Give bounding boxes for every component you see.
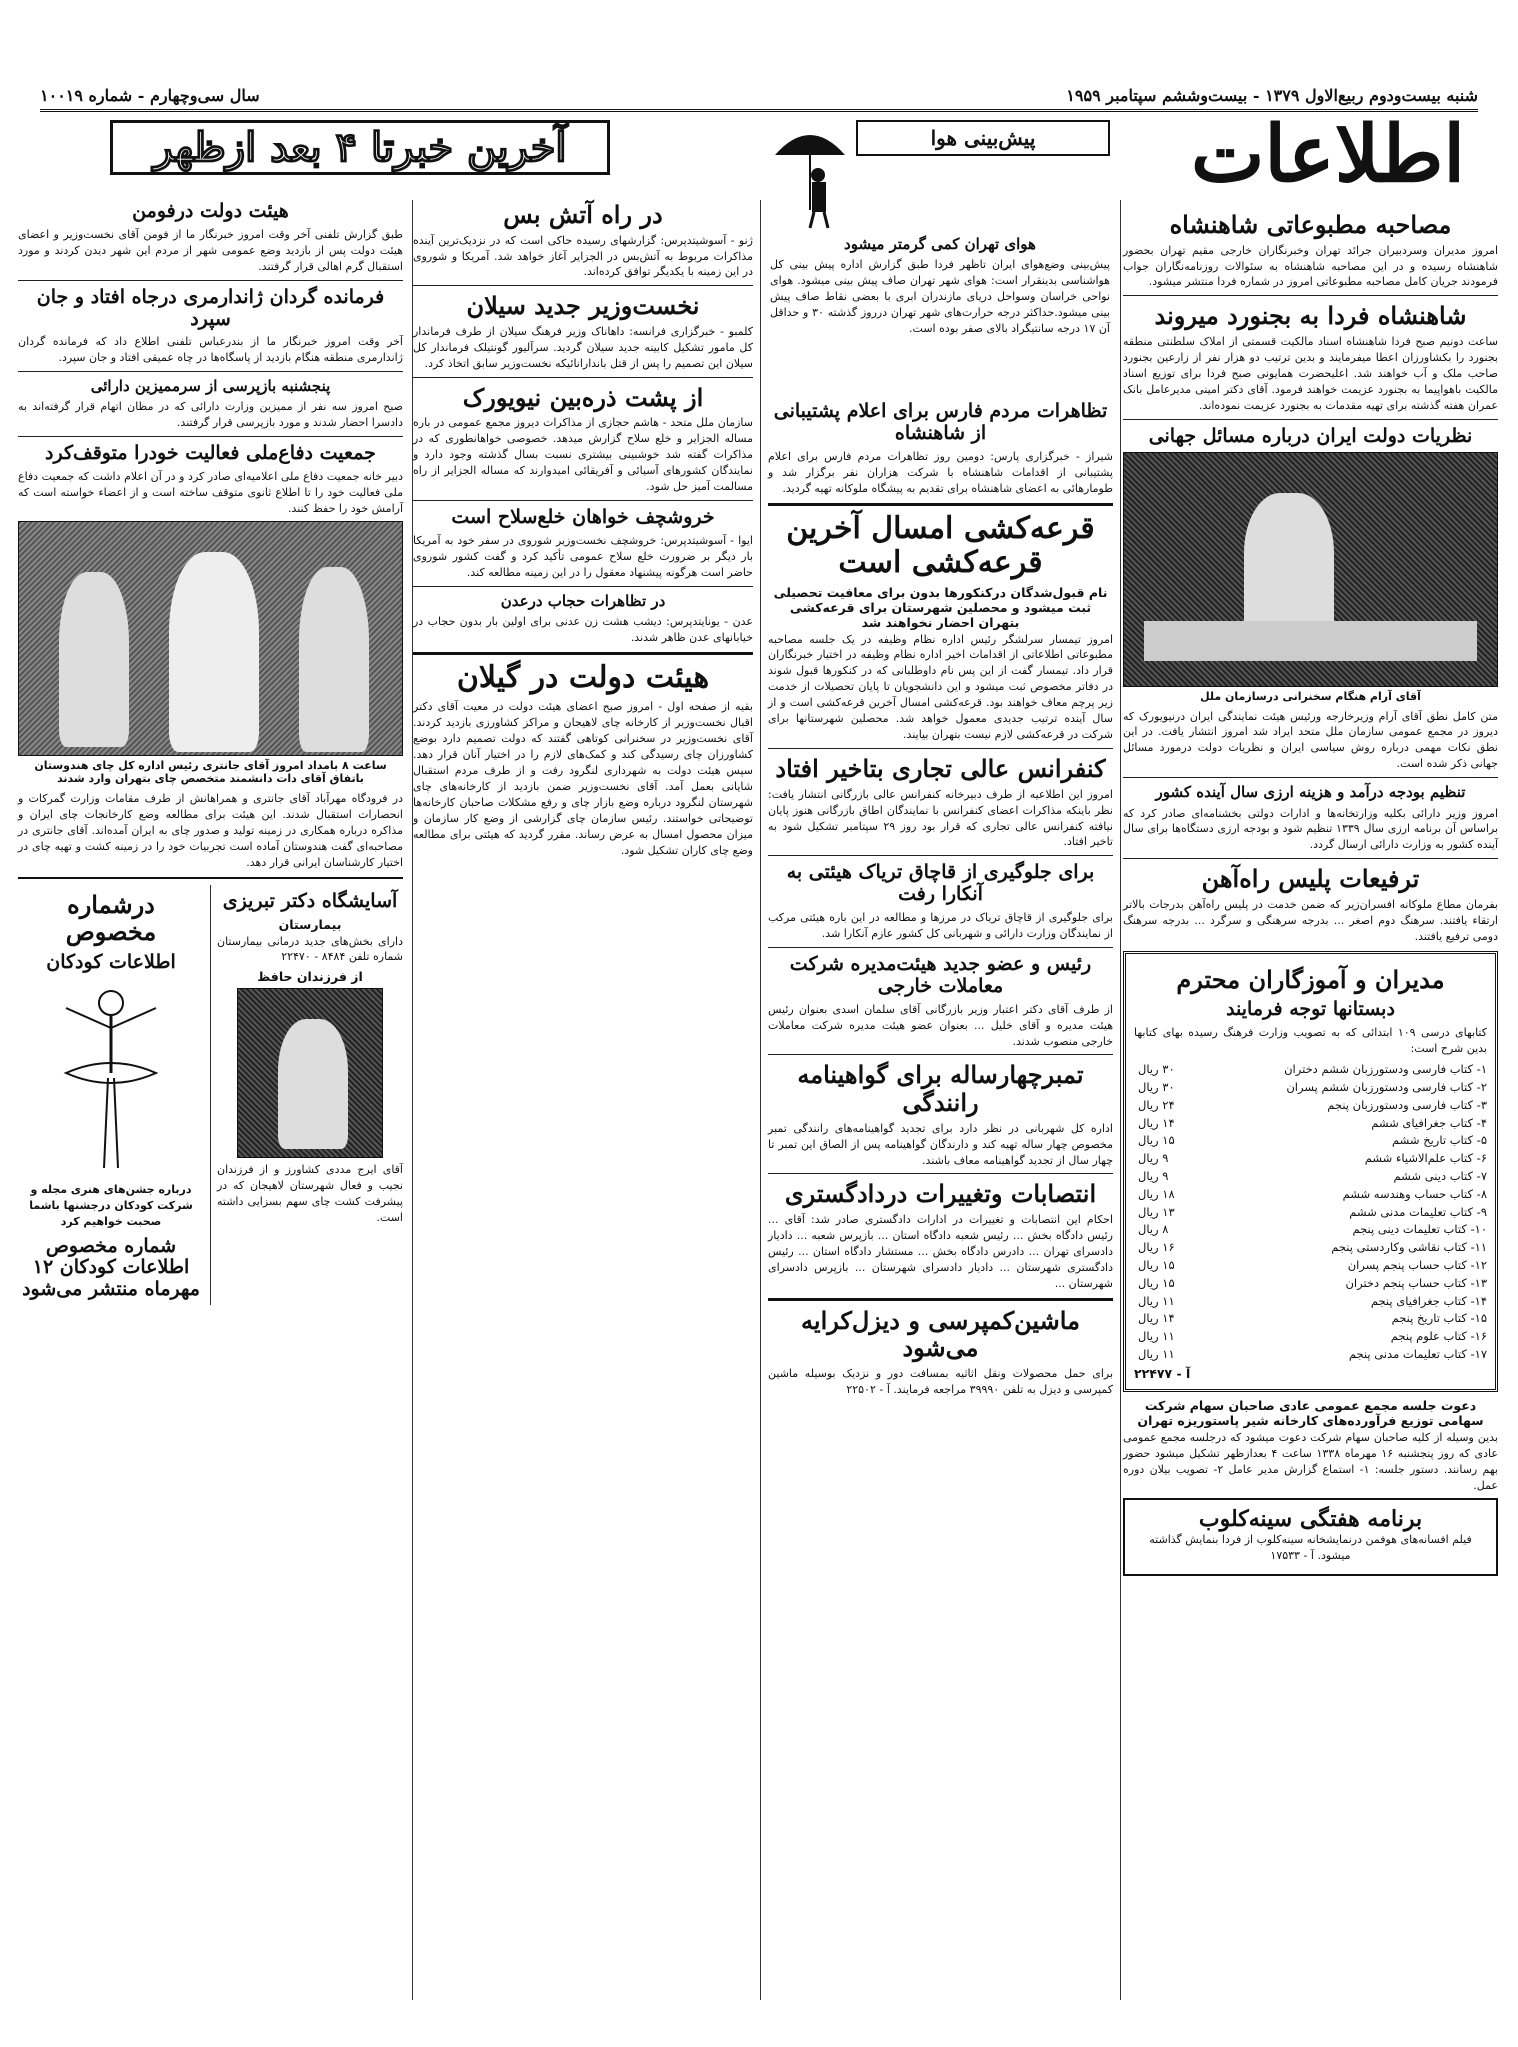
book-price: ۱۳ ریال (1138, 1204, 1175, 1219)
book-price: ۱۱ ریال (1138, 1293, 1175, 1308)
column-4 (18, 195, 403, 1305)
column-3 (413, 195, 753, 863)
story-title: رئیس و عضو جدید هیئت‌مدیره شرکت معاملات خارجی (789, 952, 1092, 997)
story-body: عدن - یونایتدپرس: دیشب هشت زن عدنی برای اولین بار بدون حجاب در خیابانهای عدن ظاهر شدند. (413, 615, 753, 644)
book-price: ۹ ریال (1138, 1151, 1169, 1166)
masthead-title: اطلاعات (1190, 109, 1466, 200)
photo-caption: آقای آرام هنگام سخنرانی درسازمان ملل (1200, 689, 1421, 703)
story-body: از طرف آقای دکتر اعتبار وزیر بازرگانی آقای سلمان اسدی بعنوان رئیس هیئت مدیره و آقای خلیل ... بعنوان عضو هیئت مدیره شرکت معاملات خارجی منصوب شدند. (768, 1002, 1113, 1048)
story-title: تمبرچهارساله برای گواهینامه رانندگی (797, 1060, 1084, 1118)
book-name: ۱۴- کتاب جغرافیای پنجم (1370, 1293, 1487, 1308)
book-price-item (1134, 1186, 1487, 1204)
book-price-item (1134, 1346, 1487, 1364)
book-price: ۹ ریال (1138, 1168, 1169, 1183)
book-name: ۶- کتاب علم‌الاشیاء ششم (1364, 1151, 1487, 1166)
story-title: تظاهرات مردم فارس برای اعلام پشتیبانی از شاهنشاه (773, 400, 1108, 444)
book-price: ۱۴ ریال (1138, 1115, 1175, 1130)
children-magazine-ad (18, 885, 211, 1305)
story-body: متن کامل نطق آقای آرام وزیرخارجه ورئیس هیئت نمایندگی ایران درنیویورک که دیروز در مجمع عمومی سازمان ملل متحد ایراد شد امروز انتشار یافت. در این نطق نکات مهمی درباره روش سیاسی ایران و نظریات دولت درمورد مسائل جهانی ذکر شده است. (1123, 709, 1498, 771)
story-body: امروز وزیر دارائی بکلیه وزارتخانه‌ها و ادارات دولتی بخشنامه‌ای صادر کرد که براساس آن برنامه ارزی سال ۱۳۳۹ تنظیم شود و بودجه ارزی دستگاه‌ها برای سال آینده کشور به وزارت دارائی ارسال گردد. (1123, 806, 1499, 852)
book-price: ۸ ریال (1138, 1222, 1169, 1237)
story-subtitle: نام قبول‌شدگان درکنکورها بدون برای معافیت تحصیلی ثبت میشود و محصلین شهرستان برای قرعه‌کشی بتهران احضار نخواهند شد (773, 584, 1108, 630)
book-name: ۴- کتاب جغرافیای ششم (1371, 1115, 1487, 1130)
book-price-item (1134, 1150, 1487, 1168)
column-2 (768, 395, 1113, 1402)
story-body: سازمان ملل متحد - هاشم حجازی از مذاکرات دیروز مجمع عمومی در باره مساله الجزایر و خلع سلاح گزارش میدهد. خصوصی خواهانطوری که در مذاکرات گفته شد خوشبینی بیشتری نسبت بسال گذشته وجود دارد و نمایندگان کشورهای آسیائی و آفریقائی امیدوارند که مساله الجزایر از راه مسالمت آمیز حل شود. (413, 416, 753, 494)
ad-body: فیلم افسانه‌های هوفمن درنمایشخانه سینه‌کلوب از فردا بنمایش گذاشته میشود. آ - ۱۷۵۳۳ (1149, 1532, 1472, 1562)
story-body: بدین وسیله از کلیه صاحبان سهام شرکت دعوت میشود که درجلسه مجمع عمومی عادی که روز پنجشنبه ۱۶ مهرماه ۱۳۳۸ ساعت ۴ بعدازظهر تشکیل میشود حضور بهم رسانند. دستور جلسه: ۱- استماع گزارش مدیر عامل ۲- تصویب بیلان دوره عمل. (1123, 1430, 1498, 1492)
story-body: دبیر خانه جمعیت دفاع ملی اعلامیه‌ای صادر کرد و در آن اعلام داشت که جمعیت دفاع ملی فعالیت خود را تا اطلاع ثانوی متوقف ساخته است و از اعضاء خواسته است که آرامش خود را حفظ کنند. (18, 470, 403, 516)
story-body: برای حمل محصولات ونقل اثاثیه بمسافت دور و نزدیک بوسیله ماشین کمپرسی و دیزل به تلفن ۳۹۹۹۰ مراجعه فرمایند. آ - ۲۲۵۰۲ (768, 1366, 1113, 1396)
dateline (40, 82, 1478, 108)
story-body: ساعت دونیم صبح فردا شاهنشاه اسناد مالکیت قسمتی از املاک سلطنتی منطقه بجنورد را بکشاورزان اعطا میفرمایند و بدین ترتیب دو هزار نفر از زارعین بجنورد صاحب ملک و آب خواهند شد. اعلیحضرت همایونی صبح فردا برای توزیع اسناد مالکیت باهواپیما به بجنورد عزیمت خواهند فرمود. آقای دکتر امینی مدیرعامل بانک عمران هفته گذشته برای تهیه مقدمات به بجنورد عزیمت نموده‌اند. (1123, 335, 1498, 412)
book-price-item (1134, 1275, 1487, 1293)
ad-body: درباره جشن‌های هنری مجله و شرکت کودکان درجشنها باشما صحبت خواهیم کرد (29, 1182, 193, 1228)
ad-title: آسایشگاه دکتر تبریزی (222, 889, 398, 912)
ad-subtitle: بیمارستان (278, 916, 342, 932)
book-price-item (1134, 1221, 1487, 1239)
book-name: ۵- کتاب تاریخ ششم (1391, 1133, 1487, 1148)
book-name: ۱- کتاب فارسی ودستورزبان ششم دختران (1284, 1062, 1487, 1077)
story-body: ایوا - آسوشیتدپرس: خروشچف نخست‌وزیر شوروی در سفر خود به آمریکا بار دیگر بر ضرورت خلع سلاح عمومی تأکید کرد و گفت کشور شوروی حاضر است هرگونه پیشنهاد معقول را در این زمینه مطالعه کند. (413, 533, 753, 579)
cinema-club-ad (1123, 1498, 1498, 1576)
story-title: از پشت ذره‌بین نیویورک (462, 382, 704, 412)
book-price-item (1134, 1257, 1487, 1275)
book-price-item (1134, 1293, 1487, 1311)
book-name: ۷- کتاب دینی ششم (1393, 1168, 1487, 1183)
story-title: انتصابات وتغییرات دردادگستری (784, 1179, 1097, 1209)
column-1 (1123, 205, 1498, 1576)
column-rule (760, 200, 761, 2000)
story-title: خروشچف خواهان خلع‌سلاح است (451, 506, 715, 529)
story-title: کنفرانس عالی تجاری بتاخیر افتاد (775, 754, 1106, 784)
weather-headline: هوای تهران کمی گرمتر میشود (844, 235, 1036, 253)
book-price-item (1134, 1204, 1487, 1222)
story-title: در راه آتش بس (503, 200, 663, 229)
story-title: هیئت دولت در گیلان (456, 659, 710, 695)
issue-line: سال سی‌وچهارم - شماره ۱۰۰۱۹ (40, 85, 260, 105)
story-title: پنجشنبه بازپرسی از سرممیزین دارائی (90, 377, 331, 396)
book-price-item (1134, 1061, 1487, 1079)
portrait-photo (237, 988, 383, 1158)
book-price-item (1134, 1079, 1487, 1097)
notice-subtitle: دبستانها توجه فرمایند (1226, 998, 1395, 1021)
book-price: ۲۴ ریال (1138, 1097, 1175, 1112)
book-price: ۱۸ ریال (1138, 1186, 1175, 1201)
story-title: هیئت دولت درفومن (132, 200, 289, 222)
story-body: صبح امروز سه نفر از ممیزین وزارت دارائی که در مظان اتهام قرار گرفته‌اند به دادسرا احضار شدند و مورد بازپرسی قرار گرفتند. (18, 400, 403, 430)
story-title: دعوت جلسه مجمع عمومی عادی صاحبان سهام شرکت سهامی توزیع فرآورده‌های کارخانه شیر پاستوریزه تهران (1137, 1397, 1484, 1428)
story-body: بقیه از صفحه اول - امروز صبح اعضای هیئت دولت در معیت آقای دکتر اقبال نخست‌وزیر از کارخانه چای لاهیجان و مراکز کشاورزی بازدید کردند. آقای نخست‌وزیر در سخنرانی کوتاهی گفتند که دولت تصمیم دارد بوضع کشاورزان چای رسیدگی کند و کمک‌های لازم را در اختیار آنان قرار دهد. سپس هیئت دولت به شهرداری لنگرود رفت و از طرف مردم استقبال شایانی بعمل آمد. آقای نخست‌وزیر ضمن بازدید از کارخانه‌های چای شهرستان لنگرود درباره وضع بازار چای و رفع مشکلات صاحبان کارخانه‌ها توضیحاتی خواستند. رئیس سازمان چای گزارشی از وضع کار سازمان و میزان محصول امسال به عرض رساند. مقرر گردید که هیئتی برای مطالعه وضع چای کاران تشکیل شود. (413, 700, 753, 857)
un-speech-photo (1123, 452, 1498, 687)
notice-body: کتابهای درسی ۱۰۹ ابتدائی که به تصویب وزارت فرهنگ رسیده بهای کتابها بدین شرح است: (1134, 1026, 1487, 1056)
story-title: قرعه‌کشی امسال آخرین قرعه‌کشی است (786, 510, 1095, 580)
book-price: ۳۰ ریال (1138, 1062, 1175, 1077)
book-price-item (1134, 1239, 1487, 1257)
weather-box (770, 120, 1110, 390)
book-name: ۸- کتاب حساب وهندسه ششم (1342, 1186, 1487, 1201)
banner-text: آخرین خبرتا ۴ بعد ازظهر (153, 124, 567, 171)
story-body: کلمبو - خبرگزاری فرانسه: داهاناک وزیر فرهنگ سیلان از طرف فرماندار کل مامور تشکیل کابینه جدید سیلان گردید. سرآلیور گونتیلک فرماندار کل سیلان این تصمیم را پس از قتل باندارانائیکه نخست‌وزیر سابق اتخاذ کرد. (413, 325, 753, 370)
book-price: ۱۵ ریال (1138, 1258, 1175, 1272)
hospital-ad (217, 885, 403, 1305)
book-price-item (1134, 1310, 1487, 1328)
story-title: شاهنشاه فردا به بجنورد میروند (1154, 301, 1467, 331)
book-price: ۱۴ ریال (1138, 1311, 1175, 1326)
ad-subtitle: اطلاعات کودکان (46, 950, 176, 973)
notice-footer: آ - ۲۲۴۷۷ (1134, 1365, 1191, 1381)
book-price-item (1134, 1132, 1487, 1150)
ad-body: دارای بخش‌های جدید درمانی بیمارستان شماره تلفن ۸۴۸۴ - ۲۲۴۷۰ (217, 934, 403, 964)
story-body: احکام این انتصابات و تغییرات در ادارات دادگستری صادر شد: آقای ... رئیس دادگاه بخش ... رئیس شعبه دادگاه استان ... بازپرس شعبه ... دادیار دادسرای تهران ... دادرس دادگاه بخش ... مستشار دادگاه استان ... رئیس دادگستری شهرستان ... دادیار دادسرای شهرستان ... بازپرس دادسرای شهرستان ... (768, 1213, 1113, 1290)
story-body: طبق گزارش تلفنی آخر وقت امروز خبرنگار ما از فومن آقای نخست‌وزیر و اعضای هیئت دولت پس از بازدید وضع عمومی شهر از مردم این شهر دیدن کردند و مورد استقبال گرم اهالی قرار گرفتند. (18, 227, 403, 273)
story-body: برای جلوگیری از قاچاق تریاک در مرزها و مطالعه در این باره هیئتی مرکب از نمایندگان وزارت دارائی و شهربانی کل کشور عازم آنکارا شد. (768, 911, 1113, 941)
ballerina-icon (36, 978, 186, 1178)
weather-title: پیش‌بینی هوا (856, 120, 1110, 156)
date-line: شنبه بیست‌ودوم ربیع‌الاول ۱۳۷۹ - بیست‌وششم سپتامبر ۱۹۵۹ (1066, 85, 1478, 105)
story-body: امروز مدیران وسردبیران جرائد تهران وخبرنگاران خارجی مقیم تهران بحضور شاهنشاه رسیده و در این مصاحبه شاهنشاه به سئوالات روزنامه‌نگاران جواب فرمودند جریان کامل مصاحبه مطبوعاتی امروز در شماره فردا منتشر میشود. (1123, 243, 1498, 289)
book-price-item (1134, 1168, 1487, 1186)
story-title: تنظیم بودجه درآمد و هزینه ارزی سال آینده کشور (1155, 783, 1466, 802)
book-name: ۱۵- کتاب تاریخ پنجم (1391, 1311, 1487, 1326)
story-body: اداره کل شهربانی در نظر دارد برای تجدید گواهینامه‌های رانندگی تمبر مخصوص چهار ساله تهیه کند و دارندگان گواهینامه پس از الصاق این تمبر تا چهار سال از تجدید گواهینامه معاف باشند. (768, 1121, 1113, 1167)
story-title: نخست‌وزیر جدید سیلان (466, 291, 700, 321)
story-body: بفرمان مطاع ملوکانه افسران‌زیر که ضمن خدمت در پلیس راه‌آهن بدرجات بالاتر ارتقاء یافتند. سرهنگ دوم اصغر ... بدرجه سرهنگی و سرگرد ... بدرجه سرهنگ دومی ترفیع یافتند. (1123, 897, 1498, 943)
airport-arrival-photo (18, 521, 403, 756)
book-name: ۱۳- کتاب حساب پنجم دختران (1345, 1275, 1487, 1290)
story-title: در تظاهرات حجاب درعدن (500, 591, 666, 610)
book-price: ۱۱ ریال (1138, 1347, 1175, 1362)
column-rule (1120, 200, 1121, 2000)
ad-title: برنامه هفتگی سینه‌کلوب (1198, 1505, 1423, 1532)
story-title: ترفیعات پلیس راه‌آهن (1201, 864, 1420, 894)
photo-caption: ساعت ۸ بامداد امروز آقای جانتری رئیس اداره کل چای هندوستان باتفاق آقای دات دانشمند متخصص چای بتهران وارد شدند (34, 759, 387, 785)
story-title: مصاحبه مطبوعاتی شاهنشاه (1169, 210, 1452, 239)
book-price-item (1134, 1097, 1487, 1115)
story-body: شیراز - خبرگزاری پارس: دومین روز تظاهرات مردم فارس برای اعلام پشتیبانی از اقدامات شاهنشاه با شرکت هزاران نفر برگزار شد و طومارهائی به اعضای شاهنشاه برای تقدیم به پیشگاه ملوکانه تهیه گردید. (768, 449, 1113, 495)
book-name: ۱۱- کتاب نقاشی وکاردستی پنجم (1331, 1240, 1487, 1255)
book-price: ۱۶ ریال (1138, 1240, 1175, 1255)
story-title: جمعیت دفاع‌ملی فعالیت خودرا متوقف‌کرد (45, 442, 376, 465)
story-body: ژنو - آسوشیتدپرس: گزارشهای رسیده حاکی است که در نزدیک‌ترین آینده مذاکرات مربوط به آتش‌بس در الجزایر آغاز خواهد شد. آمریکا و شوروی در این زمینه با یکدیگر توافق کرده‌اند. (413, 233, 753, 279)
book-name: ۱۷- کتاب تعلیمات مدنی پنجم (1348, 1347, 1487, 1362)
book-price-list (1134, 1061, 1487, 1364)
umbrella-figure-icon (770, 120, 850, 230)
ad-footer: شماره مخصوص اطلاعات کودکان ۱۲ مهرماه منتشر می‌شود (22, 1234, 200, 1301)
story-title: نظریات دولت ایران درباره مسائل جهانی (1148, 424, 1473, 447)
book-name: ۱۲- کتاب حساب پنجم پسران (1347, 1258, 1487, 1272)
book-price: ۳۰ ریال (1138, 1079, 1175, 1094)
latest-news-banner (110, 120, 610, 175)
ad-body: آقای ایرج مددی کشاورز و از فرزندان نجیب و فعال شهرستان لاهیجان که در پیشرفت کشت چای سهم بسزایی داشته است. (217, 1163, 403, 1225)
story-body: در فرودگاه مهرآباد آقای جانتری و همراهانش از طرف مقامات وزارت گمرکات و انحصارات استقبال شدند. این هیئت برای مطالعه وضع کارخانجات چای ایران و مذاکره درباره همکاری در زمینه تولید و صدور چای به ایران آمده‌اند. آقای جانتری در مصاحبه‌ای گفت هندوستان آماده است تجربیات خود را در زمینه کشت و تهیه چای در اختیار کارشناسان ایرانی قرار دهد. (18, 792, 403, 869)
notice-title: مدیران و آموزگاران محترم (1176, 964, 1445, 994)
story-title: فرمانده گردان ژاندارمری درجاه افتاد و جان سپرد (36, 285, 385, 330)
story-body: امروز تیمسار سرلشگر رئیس اداره نظام وظیفه در یک جلسه مصاحبه مطبوعاتی اطلاعاتی از اقدامات اخیر اداره نظام وظیفه در اختیار خبرنگاران قرار داد. تیمسار گفت از این پس نام داوطلبانی که در کنکورها قبول شوند در دفاتر مخصوص ثبت میشود و این دانشجویان تا پایان تحصیلات از خدمت زیر پرچم معاف خواهند بود. قرعه‌کشی امسال آخرین قرعه‌کشی است و از سال آینده ترتیب جدیدی معمول خواهد شد. محصلین شهرستانها برای شرکت در قرعه‌کشی لازم نیست بتهران بیایند. (768, 632, 1113, 742)
person-caption: از فرزندان حافظ (257, 969, 363, 985)
weather-body: پیش‌بینی وضع‌هوای ایران تاظهر فردا طبق گزارش اداره پیش بینی کل هواشناسی بدینقرار است: هوای شهر تهران صاف پیش بینی میشود. هوای نواحی خراسان وسواحل دریای مازندران ابری با بعضی نقاط صاف پیش بینی میشود.حداکثر درجه حرارت‌های شهر تهران درروز گذشته ۳۰ و حداقل آن ۱۷ درجه سانتیگراد بالای صفر بوده است. (770, 258, 1110, 335)
book-price-item (1134, 1328, 1487, 1346)
book-price-item (1134, 1115, 1487, 1133)
book-price: ۱۵ ریال (1138, 1275, 1175, 1290)
story-title: ماشین‌کمپرسی و دیزل‌کرایه می‌شود (801, 1305, 1080, 1363)
book-price: ۱۱ ریال (1138, 1329, 1175, 1344)
book-name: ۳- کتاب فارسی ودستورزبان پنجم (1327, 1097, 1487, 1112)
story-body: امروز این اطلاعیه از طرف دبیرخانه کنفرانس عالی بازرگانی انتشار یافت: نظر باینکه مذاکرات اعضای کنفرانس با نمایندگان اطاق بازرگانی هنوز پایان نیافته کنفرانس عالی تجاری که قرار بود روز ۲۹ سپتامبر تشکیل شود به تاخیر افتاد. (768, 787, 1113, 849)
story-title: برای جلوگیری از قاچاق تریاک هیئتی به آنکارا رفت (786, 861, 1095, 906)
book-price: ۱۵ ریال (1138, 1133, 1175, 1148)
story-body: آخر وقت امروز خبرنگار ما از بندرعباس تلفنی اطلاع داد که فرمانده گردان ژاندارمری منطقه هنگام بازدید از پاسگاه‌ها در چاه عمیقی افتاد و جان سپرد. (18, 335, 403, 365)
schoolbooks-notice (1123, 951, 1498, 1392)
book-name: ۱۰- کتاب تعلیمات دینی پنجم (1352, 1222, 1487, 1237)
book-name: ۲- کتاب فارسی ودستورزبان ششم پسران (1286, 1079, 1487, 1094)
ad-title: درشماره مخصوص (65, 889, 157, 947)
book-name: ۹- کتاب تعلیمات مدنی ششم (1349, 1204, 1487, 1219)
book-name: ۱۶- کتاب علوم پنجم (1390, 1329, 1487, 1344)
